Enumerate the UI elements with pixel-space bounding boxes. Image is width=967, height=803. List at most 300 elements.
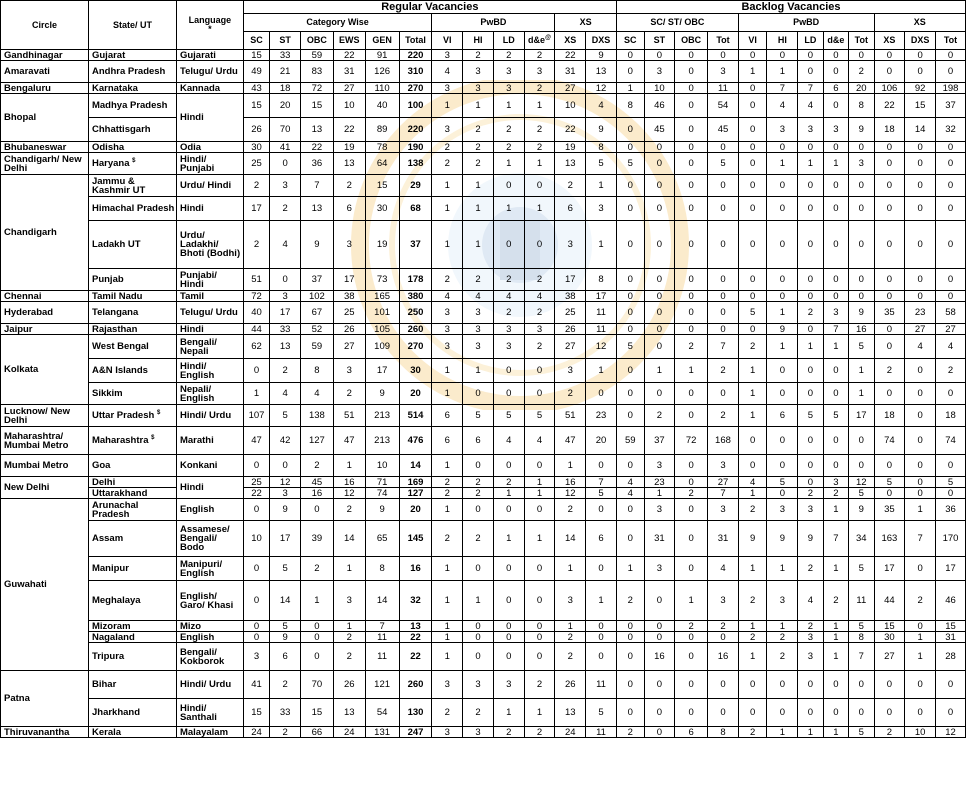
value-cell: 2 xyxy=(270,671,301,699)
value-cell: 1 xyxy=(333,621,365,632)
value-cell: 5 xyxy=(849,727,874,738)
subheader-label: HI xyxy=(473,35,483,45)
circle-cell: Amaravati xyxy=(1,61,89,83)
value-cell: 4 xyxy=(616,477,644,488)
value-cell: 1 xyxy=(738,405,767,427)
value-cell: 23 xyxy=(905,302,936,324)
header-language-mark: * xyxy=(208,24,212,34)
value-cell: 0 xyxy=(935,142,965,153)
value-cell: 0 xyxy=(905,383,936,405)
value-cell: 0 xyxy=(644,291,675,302)
value-cell: 5 xyxy=(708,153,739,175)
value-cell: 0 xyxy=(823,359,848,383)
value-cell: 4 xyxy=(524,427,555,455)
value-cell: 0 xyxy=(767,699,798,727)
state-cell xyxy=(88,477,176,488)
subheader-cell xyxy=(767,32,798,50)
header-language xyxy=(176,1,243,50)
table-row xyxy=(1,324,966,335)
value-cell: 13 xyxy=(270,335,301,359)
value-cell: 0 xyxy=(708,632,739,643)
value-cell: 4 xyxy=(432,291,463,302)
value-cell: 0 xyxy=(708,50,739,61)
value-cell: 0 xyxy=(874,324,905,335)
value-cell: 3 xyxy=(644,499,675,521)
value-cell: 0 xyxy=(874,153,905,175)
value-cell: 0 xyxy=(738,324,767,335)
value-cell: 13 xyxy=(586,61,617,83)
value-cell: 101 xyxy=(365,302,399,324)
state-name: Bihar xyxy=(91,679,117,690)
value-cell: 64 xyxy=(365,153,399,175)
value-cell: 5 xyxy=(270,621,301,632)
value-cell: 5 xyxy=(849,621,874,632)
value-cell: 3 xyxy=(708,455,739,477)
value-cell: 3 xyxy=(432,335,463,359)
subheader-label: Total xyxy=(405,35,426,45)
value-cell: 36 xyxy=(300,153,333,175)
header-xs-backlog: XS xyxy=(874,14,965,32)
subheader-cell xyxy=(798,32,823,50)
value-cell: 2 xyxy=(738,335,767,359)
value-cell: 1 xyxy=(767,727,798,738)
value-cell: 6 xyxy=(823,83,848,94)
value-cell: 27 xyxy=(905,324,936,335)
value-cell: 213 xyxy=(365,427,399,455)
state-cell xyxy=(88,383,176,405)
value-cell: 21 xyxy=(270,61,301,83)
value-cell: 9 xyxy=(270,632,301,643)
value-cell: 2 xyxy=(463,488,494,499)
table-row xyxy=(1,221,966,269)
state-name: Haryana xyxy=(91,158,130,169)
table-row xyxy=(1,118,966,142)
table-row xyxy=(1,727,966,738)
value-cell: 4 xyxy=(300,383,333,405)
value-cell: 2 xyxy=(874,727,905,738)
value-cell: 0 xyxy=(675,499,708,521)
value-cell: 3 xyxy=(493,61,524,83)
value-cell: 11 xyxy=(365,632,399,643)
value-cell: 1 xyxy=(432,197,463,221)
state-name: Andhra Pradesh xyxy=(91,66,166,77)
value-cell: 0 xyxy=(708,142,739,153)
value-cell: 0 xyxy=(767,50,798,61)
value-cell: 0 xyxy=(463,632,494,643)
value-cell: 1 xyxy=(432,221,463,269)
header-sc-st-obc: SC/ ST/ OBC xyxy=(616,14,738,32)
value-cell: 1 xyxy=(738,621,767,632)
value-cell: 1 xyxy=(823,557,848,581)
state-name: Kerala xyxy=(91,726,122,738)
value-cell: 28 xyxy=(935,643,965,671)
state-name: Uttar Pradesh xyxy=(91,410,155,421)
value-cell: 198 xyxy=(935,83,965,94)
table-row xyxy=(1,477,966,488)
state-cell xyxy=(88,621,176,632)
value-cell: 31 xyxy=(708,521,739,557)
value-cell: 12 xyxy=(849,477,874,488)
state-cell xyxy=(88,359,176,383)
value-cell: 4 xyxy=(616,488,644,499)
value-cell: 0 xyxy=(463,499,494,521)
value-cell: 36 xyxy=(935,499,965,521)
value-cell: 3 xyxy=(798,118,823,142)
table-row xyxy=(1,621,966,632)
value-cell: 23 xyxy=(644,477,675,488)
state-name: Karnataka xyxy=(91,82,138,94)
value-cell: 0 xyxy=(905,175,936,197)
value-cell: 9 xyxy=(849,302,874,324)
value-cell: 0 xyxy=(493,621,524,632)
value-cell: 0 xyxy=(586,643,617,671)
value-cell: 0 xyxy=(616,455,644,477)
value-cell: 1 xyxy=(738,383,767,405)
value-cell: 24 xyxy=(243,727,270,738)
value-cell: 9 xyxy=(586,50,617,61)
value-cell: 0 xyxy=(463,621,494,632)
value-cell: 0 xyxy=(675,83,708,94)
value-cell: 0 xyxy=(874,455,905,477)
subheader-cell xyxy=(524,32,555,50)
value-cell: 2 xyxy=(432,699,463,727)
value-cell: 3 xyxy=(644,557,675,581)
value-cell: 5 xyxy=(270,557,301,581)
value-cell: 33 xyxy=(270,699,301,727)
state-cell xyxy=(88,221,176,269)
value-cell: 25 xyxy=(243,153,270,175)
value-cell: 1 xyxy=(432,94,463,118)
state-footnote-mark: $ xyxy=(132,157,136,164)
value-cell: 91 xyxy=(365,50,399,61)
value-cell: 0 xyxy=(798,221,823,269)
subheader-cell xyxy=(616,32,644,50)
value-cell: 38 xyxy=(555,291,586,302)
value-cell: 59 xyxy=(616,427,644,455)
value-cell: 5 xyxy=(493,405,524,427)
value-cell: 2 xyxy=(798,488,823,499)
value-cell: 0 xyxy=(463,557,494,581)
value-cell: 47 xyxy=(333,427,365,455)
value-cell: 0 xyxy=(675,455,708,477)
value-cell: 74 xyxy=(935,427,965,455)
value-cell: 7 xyxy=(798,83,823,94)
value-cell: 5 xyxy=(270,405,301,427)
value-cell: 0 xyxy=(849,671,874,699)
value-cell: 0 xyxy=(493,499,524,521)
subheader-label: OBC xyxy=(306,35,327,45)
value-cell: 37 xyxy=(644,427,675,455)
value-cell: 0 xyxy=(823,383,848,405)
value-cell: 1 xyxy=(767,153,798,175)
value-cell: 121 xyxy=(365,671,399,699)
value-cell: 4 xyxy=(798,581,823,621)
value-cell: 0 xyxy=(675,153,708,175)
total-cell: 30 xyxy=(399,359,432,383)
value-cell: 1 xyxy=(798,153,823,175)
value-cell: 2 xyxy=(493,269,524,291)
value-cell: 0 xyxy=(708,175,739,197)
value-cell: 0 xyxy=(738,291,767,302)
value-cell: 1 xyxy=(798,727,823,738)
value-cell: 0 xyxy=(849,699,874,727)
language-cell: Odia xyxy=(176,142,243,153)
value-cell: 0 xyxy=(823,142,848,153)
subheader-label: VI xyxy=(443,35,452,45)
value-cell: 0 xyxy=(849,291,874,302)
table-row xyxy=(1,455,966,477)
value-cell: 110 xyxy=(365,83,399,94)
value-cell: 0 xyxy=(798,455,823,477)
state-name: Rajasthan xyxy=(91,323,138,335)
circle-cell: Maharashtra/ Mumbai Metro xyxy=(1,427,89,455)
subheader-label: d&e xyxy=(528,35,546,45)
value-cell: 1 xyxy=(738,557,767,581)
value-cell: 0 xyxy=(586,499,617,521)
value-cell: 0 xyxy=(823,221,848,269)
value-cell: 0 xyxy=(767,455,798,477)
value-cell: 8 xyxy=(365,557,399,581)
value-cell: 0 xyxy=(243,499,270,521)
value-cell: 2 xyxy=(675,488,708,499)
subheader-label: GEN xyxy=(372,35,392,45)
value-cell: 1 xyxy=(493,488,524,499)
value-cell: 1 xyxy=(738,643,767,671)
value-cell: 1 xyxy=(767,61,798,83)
value-cell: 3 xyxy=(270,175,301,197)
value-cell: 0 xyxy=(616,50,644,61)
value-cell: 78 xyxy=(365,142,399,153)
value-cell: 2 xyxy=(738,581,767,621)
subheader-cell xyxy=(874,32,905,50)
value-cell: 3 xyxy=(798,632,823,643)
value-cell: 26 xyxy=(555,671,586,699)
value-cell: 0 xyxy=(798,699,823,727)
value-cell: 9 xyxy=(300,221,333,269)
value-cell: 1 xyxy=(463,175,494,197)
value-cell: 0 xyxy=(935,488,965,499)
value-cell: 74 xyxy=(365,488,399,499)
state-cell xyxy=(88,324,176,335)
language-cell: Marathi xyxy=(176,427,243,455)
value-cell: 0 xyxy=(874,221,905,269)
value-cell: 83 xyxy=(300,61,333,83)
value-cell: 22 xyxy=(333,118,365,142)
value-cell: 2 xyxy=(767,643,798,671)
subheader-cell xyxy=(905,32,936,50)
value-cell: 1 xyxy=(905,632,936,643)
total-cell: 138 xyxy=(399,153,432,175)
value-cell: 2 xyxy=(300,455,333,477)
value-cell: 0 xyxy=(493,643,524,671)
value-cell: 1 xyxy=(738,359,767,383)
header-category-wise: Category Wise xyxy=(243,14,432,32)
value-cell: 0 xyxy=(905,61,936,83)
value-cell: 9 xyxy=(270,499,301,521)
value-cell: 9 xyxy=(767,324,798,335)
value-cell: 9 xyxy=(849,118,874,142)
value-cell: 8 xyxy=(849,632,874,643)
value-cell: 0 xyxy=(849,175,874,197)
language-cell: Bengali/ Nepali xyxy=(176,335,243,359)
value-cell: 27 xyxy=(555,335,586,359)
value-cell: 0 xyxy=(524,175,555,197)
value-cell: 0 xyxy=(849,197,874,221)
value-cell: 0 xyxy=(874,269,905,291)
value-cell: 163 xyxy=(874,521,905,557)
value-cell: 1 xyxy=(432,175,463,197)
value-cell: 2 xyxy=(849,61,874,83)
value-cell: 0 xyxy=(493,175,524,197)
value-cell: 11 xyxy=(586,671,617,699)
value-cell: 14 xyxy=(905,118,936,142)
value-cell: 72 xyxy=(675,427,708,455)
value-cell: 2 xyxy=(333,499,365,521)
state-cell xyxy=(88,405,176,427)
table-row xyxy=(1,269,966,291)
table-row xyxy=(1,197,966,221)
value-cell: 4 xyxy=(767,94,798,118)
language-cell: Mizo xyxy=(176,621,243,632)
value-cell: 0 xyxy=(905,557,936,581)
value-cell: 1 xyxy=(432,621,463,632)
value-cell: 2 xyxy=(493,727,524,738)
value-cell: 7 xyxy=(300,175,333,197)
subheader-label: DXS xyxy=(591,35,611,45)
subheader-cell xyxy=(849,32,874,50)
value-cell: 0 xyxy=(767,197,798,221)
value-cell: 0 xyxy=(616,359,644,383)
value-cell: 1 xyxy=(905,643,936,671)
value-cell: 0 xyxy=(874,197,905,221)
value-cell: 2 xyxy=(270,197,301,221)
value-cell: 0 xyxy=(644,302,675,324)
state-cell xyxy=(88,197,176,221)
circle-cell: Lucknow/ New Delhi xyxy=(1,405,89,427)
value-cell: 0 xyxy=(644,324,675,335)
value-cell: 0 xyxy=(935,455,965,477)
subheader-label: EWS xyxy=(338,35,360,45)
value-cell: 3 xyxy=(555,359,586,383)
value-cell: 0 xyxy=(767,359,798,383)
value-cell: 54 xyxy=(708,94,739,118)
value-cell: 0 xyxy=(675,61,708,83)
value-cell: 15 xyxy=(300,94,333,118)
value-cell: 18 xyxy=(935,405,965,427)
value-cell: 3 xyxy=(708,499,739,521)
value-cell: 17 xyxy=(333,269,365,291)
value-cell: 8 xyxy=(586,142,617,153)
value-cell: 0 xyxy=(616,699,644,727)
value-cell: 2 xyxy=(463,118,494,142)
value-cell: 1 xyxy=(524,197,555,221)
subheader-label: ST xyxy=(653,35,666,45)
subheader-cell xyxy=(935,32,965,50)
value-cell: 22 xyxy=(333,50,365,61)
value-cell: 44 xyxy=(874,581,905,621)
value-cell: 45 xyxy=(708,118,739,142)
value-cell: 0 xyxy=(767,488,798,499)
value-cell: 2 xyxy=(935,359,965,383)
value-cell: 3 xyxy=(270,291,301,302)
value-cell: 3 xyxy=(432,671,463,699)
value-cell: 0 xyxy=(708,221,739,269)
value-cell: 2 xyxy=(493,50,524,61)
value-cell: 0 xyxy=(675,632,708,643)
value-cell: 2 xyxy=(463,50,494,61)
subheader-cell xyxy=(555,32,586,50)
value-cell: 1 xyxy=(767,557,798,581)
value-cell: 0 xyxy=(463,383,494,405)
value-cell: 70 xyxy=(300,671,333,699)
total-cell: 13 xyxy=(399,621,432,632)
value-cell: 0 xyxy=(493,632,524,643)
language-cell: Hindi xyxy=(176,324,243,335)
subheader-cell xyxy=(586,32,617,50)
value-cell: 0 xyxy=(616,221,644,269)
value-cell: 0 xyxy=(644,335,675,359)
subheader-label: SC xyxy=(250,35,263,45)
value-cell: 1 xyxy=(586,581,617,621)
value-cell: 2 xyxy=(555,499,586,521)
value-cell: 20 xyxy=(586,427,617,455)
value-cell: 0 xyxy=(738,427,767,455)
value-cell: 0 xyxy=(823,671,848,699)
value-cell: 0 xyxy=(644,699,675,727)
value-cell: 0 xyxy=(738,269,767,291)
value-cell: 2 xyxy=(874,359,905,383)
value-cell: 1 xyxy=(616,83,644,94)
value-cell: 13 xyxy=(300,197,333,221)
value-cell: 4 xyxy=(798,94,823,118)
value-cell: 0 xyxy=(675,405,708,427)
value-cell: 71 xyxy=(365,477,399,488)
value-cell: 43 xyxy=(243,83,270,94)
value-cell: 1 xyxy=(675,581,708,621)
value-cell: 11 xyxy=(708,83,739,94)
value-cell: 14 xyxy=(555,521,586,557)
total-cell: 127 xyxy=(399,488,432,499)
value-cell: 1 xyxy=(524,94,555,118)
value-cell: 2 xyxy=(300,557,333,581)
value-cell: 70 xyxy=(270,118,301,142)
state-cell xyxy=(88,643,176,671)
header-xs: XS xyxy=(555,14,617,32)
state-name: Sikkim xyxy=(91,388,123,399)
value-cell: 3 xyxy=(644,455,675,477)
value-cell: 30 xyxy=(243,142,270,153)
value-cell: 2 xyxy=(524,671,555,699)
value-cell: 4 xyxy=(935,335,965,359)
value-cell: 9 xyxy=(586,118,617,142)
value-cell: 0 xyxy=(675,50,708,61)
value-cell: 3 xyxy=(333,221,365,269)
circle-cell: Thiruvanantha xyxy=(1,727,89,738)
value-cell: 5 xyxy=(798,405,823,427)
value-cell: 35 xyxy=(874,302,905,324)
value-cell: 3 xyxy=(463,324,494,335)
total-cell: 14 xyxy=(399,455,432,477)
value-cell: 41 xyxy=(270,142,301,153)
value-cell: 0 xyxy=(524,557,555,581)
value-cell: 5 xyxy=(849,335,874,359)
value-cell: 3 xyxy=(463,727,494,738)
value-cell: 0 xyxy=(738,221,767,269)
value-cell: 0 xyxy=(616,324,644,335)
value-cell: 3 xyxy=(493,335,524,359)
value-cell: 107 xyxy=(243,405,270,427)
value-cell: 22 xyxy=(300,142,333,153)
